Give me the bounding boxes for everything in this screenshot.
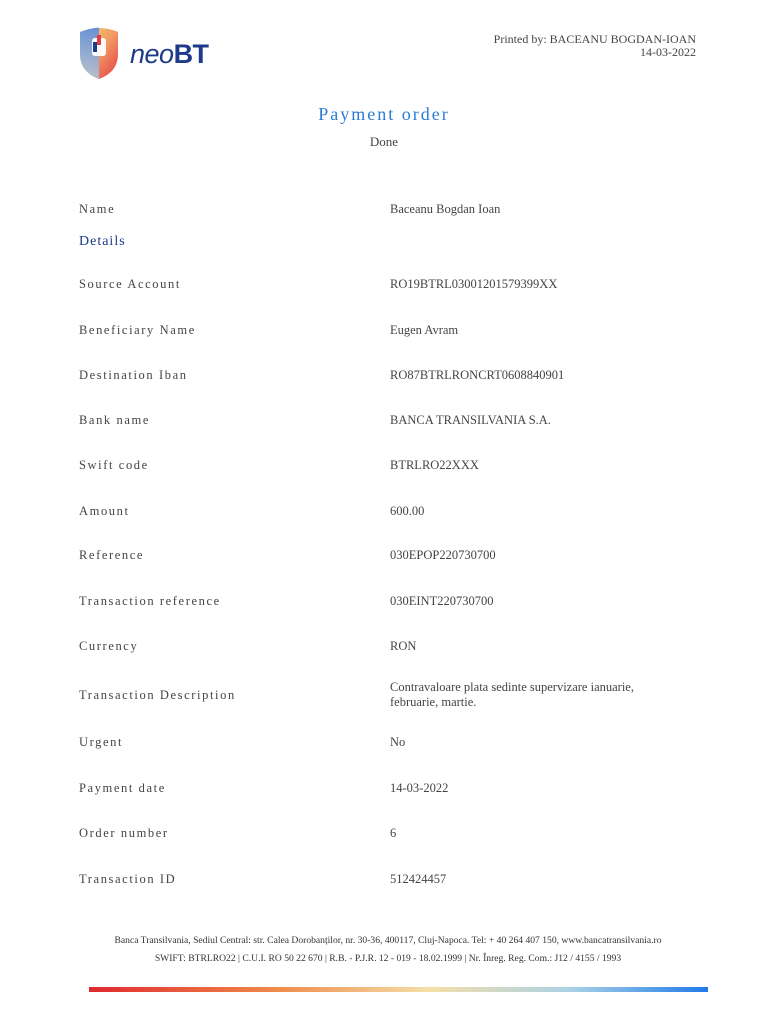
detail-value: RO19BTRL03001201579399XX xyxy=(390,276,558,291)
detail-value: No xyxy=(390,734,406,749)
detail-row-payment-date xyxy=(79,778,699,798)
shield-icon xyxy=(78,26,120,80)
name-row xyxy=(79,199,699,219)
detail-label: Reference xyxy=(79,547,145,562)
brand-wordmark xyxy=(130,38,209,69)
status-text: Done xyxy=(369,134,399,149)
detail-row-beneficiary-name xyxy=(79,320,699,340)
neobt-logo xyxy=(78,26,209,80)
detail-value: BANCA TRANSILVANIA S.A. xyxy=(390,412,551,427)
detail-row-order-number xyxy=(79,823,699,843)
detail-label: Order number xyxy=(79,825,169,840)
detail-row-bank-name xyxy=(79,410,699,430)
name-label: Name xyxy=(79,201,116,216)
detail-label: Transaction ID xyxy=(79,871,177,886)
detail-value: RO87BTRLRONCRT0608840901 xyxy=(390,367,565,382)
detail-row-source-account xyxy=(79,274,699,294)
detail-row-swift-code xyxy=(79,455,699,475)
description-line-1: Contravaloare plata sedinte supervizare ianuarie, xyxy=(390,680,634,694)
detail-label: Source Account xyxy=(79,276,181,291)
detail-label: Urgent xyxy=(79,734,124,749)
detail-row-transaction-description xyxy=(79,677,699,713)
detail-label: Payment date xyxy=(79,780,166,795)
detail-label: Currency xyxy=(79,638,139,653)
detail-value: Eugen Avram xyxy=(390,322,459,337)
detail-value: BTRLRO22XXX xyxy=(390,457,479,472)
detail-value: 14-03-2022 xyxy=(390,780,449,795)
detail-value: 600.00 xyxy=(390,503,425,518)
footer-registration: SWIFT: BTRLRO22 | C.U.I. RO 50 22 670 | R.B. - P.J.R. 12 - 019 - 18.02.1999 | Nr. Înreg. Reg. Com.: J12 / 4155 / 1993 xyxy=(154,953,622,964)
detail-value: 512424457 xyxy=(390,871,447,886)
detail-label: Amount xyxy=(79,503,130,518)
footer-address: Banca Transilvania, Sediul Central: str. Calea Dorobanților, nr. 30-36, 400117, Cluj-Napoca. Tel: + 40 264 407 150, www.bancatransilvania.ro xyxy=(114,935,662,946)
detail-label: Destination Iban xyxy=(79,367,188,382)
detail-label: Transaction reference xyxy=(79,593,221,608)
detail-row-currency xyxy=(79,636,699,656)
details-heading: Details xyxy=(79,234,126,249)
detail-row-amount xyxy=(79,501,699,521)
printed-by: Printed by: BACEANU BOGDAN-IOAN xyxy=(493,32,696,46)
printed-info xyxy=(494,33,696,59)
brand-bt: BT xyxy=(173,38,209,69)
detail-value xyxy=(390,680,690,710)
detail-value: 030EPOP220730700 xyxy=(390,547,496,562)
detail-value: 030EINT220730700 xyxy=(390,593,494,608)
name-value: Baceanu Bogdan Ioan xyxy=(390,201,501,216)
printed-date: 14-03-2022 xyxy=(640,45,696,59)
description-line-2: februarie, martie. xyxy=(390,695,477,709)
detail-value: RON xyxy=(390,638,417,653)
detail-row-destination-iban xyxy=(79,365,699,385)
brand-neo: neo xyxy=(130,38,174,69)
detail-label: Beneficiary Name xyxy=(79,322,196,337)
footer-gradient-bar xyxy=(89,987,708,992)
detail-row-transaction-id xyxy=(79,869,699,889)
detail-label: Transaction Description xyxy=(79,687,236,702)
detail-value: 6 xyxy=(390,825,397,840)
detail-row-urgent xyxy=(79,732,699,752)
page-title: Payment order xyxy=(318,104,450,124)
detail-label: Bank name xyxy=(79,412,150,427)
detail-row-transaction-reference xyxy=(79,591,699,611)
detail-label: Swift code xyxy=(79,457,149,472)
detail-row-reference xyxy=(79,545,699,565)
